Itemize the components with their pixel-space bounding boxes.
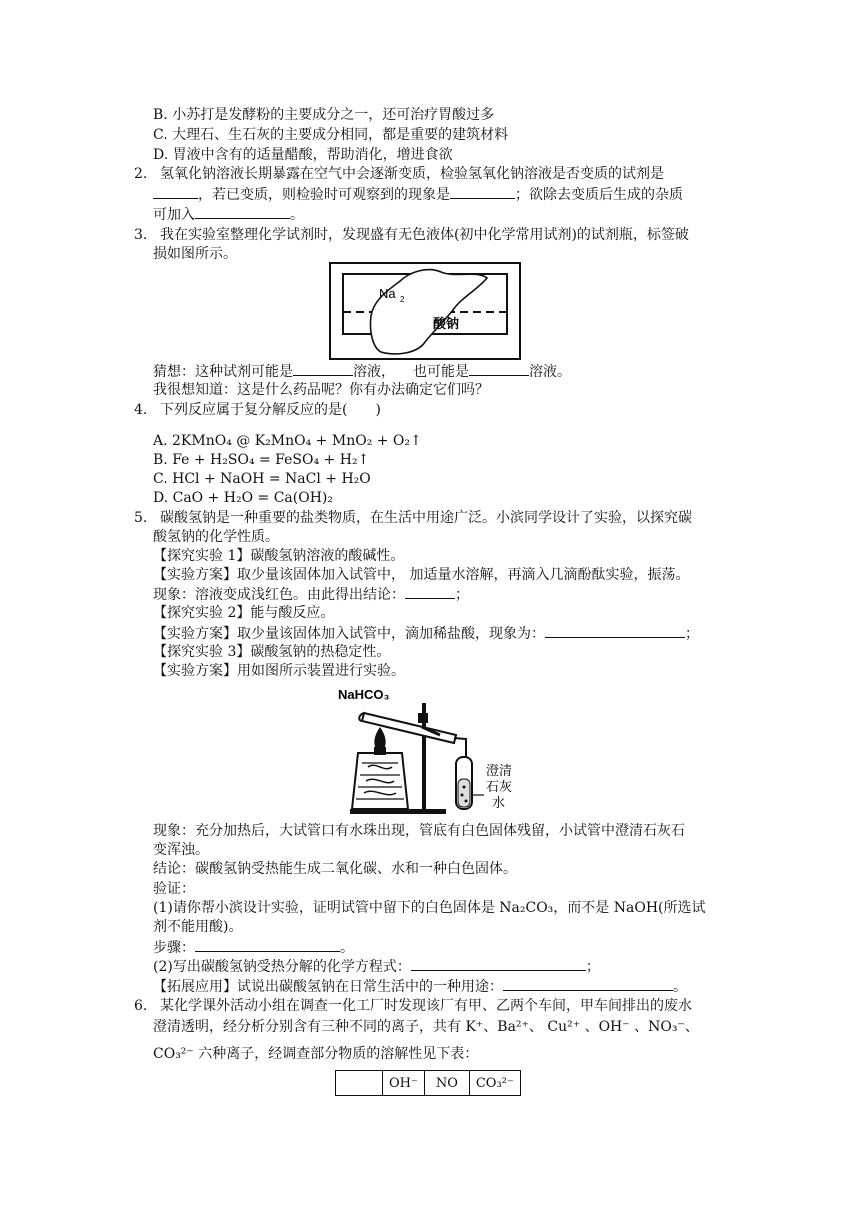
q3-line1: 我在实验室整理化学试剂时，发现盛有无色液体(初中化学常用试剂)的试剂瓶，标签破 xyxy=(160,227,689,243)
q5-phen1: 现象：溶液变成浅红色。由此得出结论： ； xyxy=(153,587,469,603)
q4-option-b: B. Fe + H₂SO₄ = FeSO₄ + H₂↑ xyxy=(153,452,370,468)
q5-v1-1: (1)请你帮小滨设计实验，证明试管中留下的白色固体是 Na₂CO₃，而不是 NaOH(所选试 xyxy=(153,900,706,916)
q6-line1: 某化学课外活动小组在调查一化工厂时发现该厂有甲、乙两个车间，甲车间排出的废水 xyxy=(160,998,692,1014)
answer-blank[interactable] xyxy=(411,957,586,971)
q6-line2: 澄清透明，经分析分别含有三种不同的离子，共有 K⁺、Ba²⁺、 Cu²⁺ 、OH⁻ 、NO₃⁻、 xyxy=(153,1019,699,1035)
q3-guess: 猜想：这种试剂可能是 溶液， 也可能是 溶液。 xyxy=(153,364,571,380)
q1-option-c: C. 大理石、生石灰的主要成分相同，都是重要的建筑材料 xyxy=(153,127,509,143)
q3-line-know: 我很想知道：这是什么药品呢？你有办法确定它们吗？ xyxy=(153,382,489,398)
q2-line2: ，若已变质，则检验时可观察到的现象是 ；欲除去变质后生成的杂质 xyxy=(153,185,683,204)
table-header-cell: NO xyxy=(424,1071,469,1096)
q5-plan1: 【实验方案】取少量该固体加入试管中， 加适量水溶解，再滴入几滴酚酞实验，振荡。 xyxy=(153,567,690,583)
answer-blank[interactable] xyxy=(503,977,673,991)
table-header-cell: CO₃²⁻ xyxy=(469,1071,520,1096)
q4-option-d: D. CaO + H₂O = Ca(OH)₂ xyxy=(153,490,334,506)
q5-phen3-2: 变浑浊。 xyxy=(153,842,209,858)
q2-line3: 可加入 。 xyxy=(153,207,304,223)
q5-line1: 碳酸氢钠是一种重要的盐类物质，在生活中用途广泛。小滨同学设计了实验，以探究碳 xyxy=(160,510,692,526)
q5-conclusion: 结论：碳酸氢钠受热能生成二氧化碳、水和一种白色固体。 xyxy=(153,861,517,877)
q4-number: 4. xyxy=(134,402,148,418)
q4-option-a: A. 2KMnO₄ @ K₂MnO₄ + MnO₂ + O₂↑ xyxy=(153,433,422,449)
heating-apparatus-figure xyxy=(336,683,526,817)
nahco3-label: NaHCO₃ xyxy=(338,687,390,702)
label-acid-sodium: 酸钠 xyxy=(433,317,460,332)
q5-plan2: 【实验方案】取少量该固体加入试管中，滴加稀盐酸，现象为： ； xyxy=(153,626,699,642)
answer-blank[interactable] xyxy=(293,362,353,376)
q5-phen3-1: 现象：充分加热后，大试管口有水珠出现，管底有白色固体残留，小试管中澄清石灰石 xyxy=(153,823,685,839)
q3-number: 3. xyxy=(134,227,148,243)
q1-option-b: B. 小苏打是发酵粉的主要成分之一，还可治疗胃酸过多 xyxy=(153,107,495,123)
limewater-label-2: 石灰 xyxy=(486,780,513,795)
q5-line2: 酸氢钠的化学性质。 xyxy=(153,529,279,545)
q2-number: 2. xyxy=(134,166,148,182)
answer-blank[interactable] xyxy=(195,205,290,219)
label-na-sub: 2 xyxy=(400,295,405,304)
q6-number: 6. xyxy=(134,998,148,1014)
table-header-row xyxy=(336,1071,521,1096)
table-header-cell xyxy=(336,1071,383,1096)
answer-blank[interactable] xyxy=(195,938,340,952)
torn-label-figure xyxy=(329,262,521,360)
q5-plan3: 【实验方案】用如图所示装置进行实验。 xyxy=(153,663,405,679)
answer-blank[interactable] xyxy=(545,624,685,638)
q5-v2: (2)写出碳酸氢钠受热分解的化学方程式： ； xyxy=(153,959,600,975)
answer-blank[interactable] xyxy=(469,362,529,376)
q4-stem: 下列反应属于复分解反应的是( ) xyxy=(160,402,381,418)
q5-steps: 步骤： 。 xyxy=(153,940,354,956)
q5-exp3: 【探究实验 3】碳酸氢钠的热稳定性。 xyxy=(153,644,391,660)
answer-blank[interactable] xyxy=(405,585,455,599)
table-header-cell: OH⁻ xyxy=(383,1071,425,1096)
q2-line1: 氢氧化钠溶液长期暴露在空气中会逐渐变质，检验氢氧化钠溶液是否变质的试剂是 xyxy=(160,166,664,182)
q5-exp1: 【探究实验 1】碳酸氢钠溶液的酸碱性。 xyxy=(153,548,405,564)
q6-line3: CO₃²⁻ 六种离子，经调查部分物质的溶解性见下表： xyxy=(153,1046,479,1062)
limewater-label-1: 澄清 xyxy=(486,764,513,779)
solubility-table xyxy=(335,1070,521,1096)
q4-option-c: C. HCl + NaOH = NaCl + H₂O xyxy=(153,471,371,487)
q5-verify: 验证： xyxy=(153,881,195,897)
q5-ext: 【拓展应用】试说出碳酸氢钠在日常生活中的一种用途： 。 xyxy=(153,979,687,995)
limewater-label-3: 水 xyxy=(492,796,506,811)
q5-exp2: 【探究实验 2】能与酸反应。 xyxy=(153,605,335,621)
q5-number: 5. xyxy=(134,510,148,526)
q5-v1-2: 剂不能用酸)。 xyxy=(153,919,243,935)
answer-blank[interactable] xyxy=(153,185,198,199)
q3-line2: 损如图所示。 xyxy=(153,246,237,262)
answer-blank[interactable] xyxy=(450,185,515,199)
q1-option-d: D. 胃液中含有的适量醋酸，帮助消化，增进食欲 xyxy=(153,147,453,163)
label-na: Na xyxy=(379,286,396,301)
